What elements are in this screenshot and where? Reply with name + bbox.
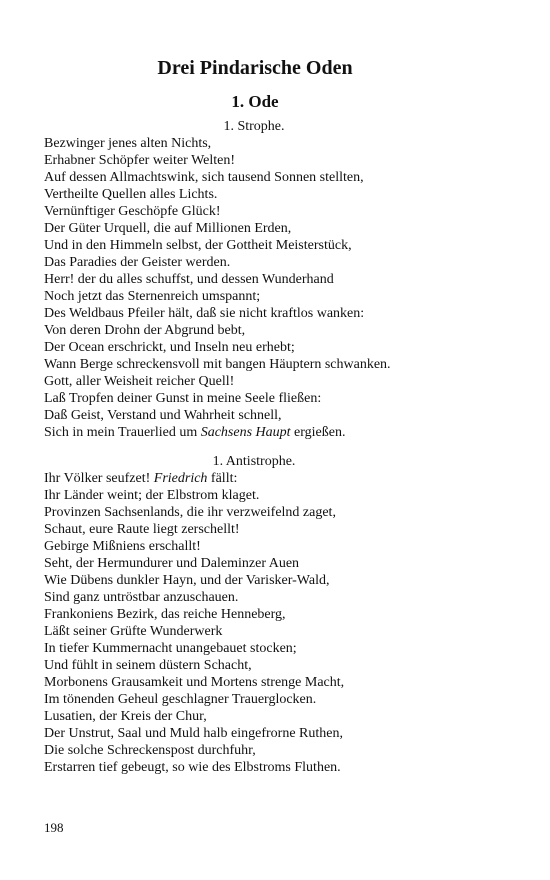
verse-text: fällt: bbox=[207, 471, 238, 486]
verse-line: Noch jetzt das Sternenreich umspannt; bbox=[44, 289, 261, 304]
verse-line: Erstarren tief gebeugt, so wie des Elbstroms Fluthen. bbox=[44, 760, 341, 775]
verse-line: Wie Dübens dunkler Hayn, und der Varisker-Wald, bbox=[44, 573, 330, 588]
verse-line: Auf dessen Allmachtswink, sich tausend Sonnen stellten, bbox=[44, 170, 364, 185]
verse-line: Morbonens Grausamkeit und Mortens strenge Macht, bbox=[44, 675, 345, 690]
stanza-strophe bbox=[44, 118, 484, 441]
verse-line: Und fühlt in seinem düstern Schacht, bbox=[44, 658, 252, 673]
verse-line: Erhabner Schöpfer weiter Welten! bbox=[44, 153, 236, 168]
verse-line: Wann Berge schreckensvoll mit bangen Häuptern schwanken. bbox=[44, 357, 391, 372]
verse-line: Des Weldbaus Pfeiler hält, daß sie nicht kraftlos wanken: bbox=[44, 306, 365, 321]
verse-line: Und in den Himmeln selbst, der Gottheit Meisterstück, bbox=[44, 238, 352, 253]
verse-line-first bbox=[44, 470, 484, 487]
verse-line: Gott, aller Weisheit reicher Quell! bbox=[44, 374, 235, 389]
verse-line-last bbox=[44, 424, 484, 441]
verse-text: ergießen. bbox=[290, 425, 346, 440]
verse-line: Daß Geist, Verstand und Wahrheit schnell, bbox=[44, 408, 282, 423]
verse-line: Frankoniens Bezirk, das reiche Henneberg, bbox=[44, 607, 286, 622]
page-title: Drei Pindarische Oden bbox=[157, 57, 353, 79]
verse-line: Im tönenden Geheul geschlagner Trauerglocken. bbox=[44, 692, 317, 707]
verse-line: Läßt seiner Grüfte Wunderwerk bbox=[44, 624, 223, 639]
verse-line: Das Paradies der Geister werden. bbox=[44, 255, 231, 270]
verse-text: Sich in mein Trauerlied um bbox=[44, 425, 201, 440]
verse-line: Schaut, eure Raute liegt zerschellt! bbox=[44, 522, 240, 537]
verse-line: Sind ganz untröstbar anzuschauen. bbox=[44, 590, 239, 605]
verse-line: Bezwinger jenes alten Nichts, bbox=[44, 136, 212, 151]
verse-italic-text: Friedrich bbox=[153, 471, 208, 486]
verse-line: Ihr Länder weint; der Elbstrom klaget. bbox=[44, 488, 260, 503]
verse-line: Provinzen Sachsenlands, die ihr verzweifelnd zaget, bbox=[44, 505, 336, 520]
verse-text: Ihr Völker seufzet! bbox=[44, 471, 154, 486]
verse-line: Von deren Drohn der Abgrund bebt, bbox=[44, 323, 246, 338]
verse-italic-text: Sachsens Haupt bbox=[200, 425, 291, 440]
stanza-heading: 1. Strophe. bbox=[223, 119, 285, 134]
verse-line: Herr! der du alles schuffst, und dessen Wunderhand bbox=[44, 272, 334, 287]
verse-line: Vernünftiger Geschöpfe Glück! bbox=[44, 204, 221, 219]
verse-line: Der Ocean erschrickt, und Inseln neu erhebt; bbox=[44, 340, 295, 355]
verse-line: Seht, der Hermundurer und Daleminzer Auen bbox=[44, 556, 300, 571]
stanza-antistrophe bbox=[44, 453, 484, 776]
stanza-heading: 1. Antistrophe. bbox=[212, 454, 296, 469]
verse-line: Laß Tropfen deiner Gunst in meine Seele fließen: bbox=[44, 391, 322, 406]
verse-line: Lusatien, der Kreis der Chur, bbox=[44, 709, 207, 724]
verse-line: Der Unstrut, Saal und Muld halb eingefrorne Ruthen, bbox=[44, 726, 343, 741]
verse-line: Gebirge Mißniens erschallt! bbox=[44, 539, 201, 554]
ode-title: 1. Ode bbox=[231, 92, 279, 111]
verse-line: Der Güter Urquell, die auf Millionen Erden, bbox=[44, 221, 292, 236]
verse-line: In tiefer Kummernacht unangebauet stocken; bbox=[44, 641, 297, 656]
verse-line: Die solche Schreckenspost durchfuhr, bbox=[44, 743, 256, 758]
verse-line: Vertheilte Quellen alles Lichts. bbox=[44, 187, 218, 202]
page-number: 198 bbox=[44, 820, 64, 835]
